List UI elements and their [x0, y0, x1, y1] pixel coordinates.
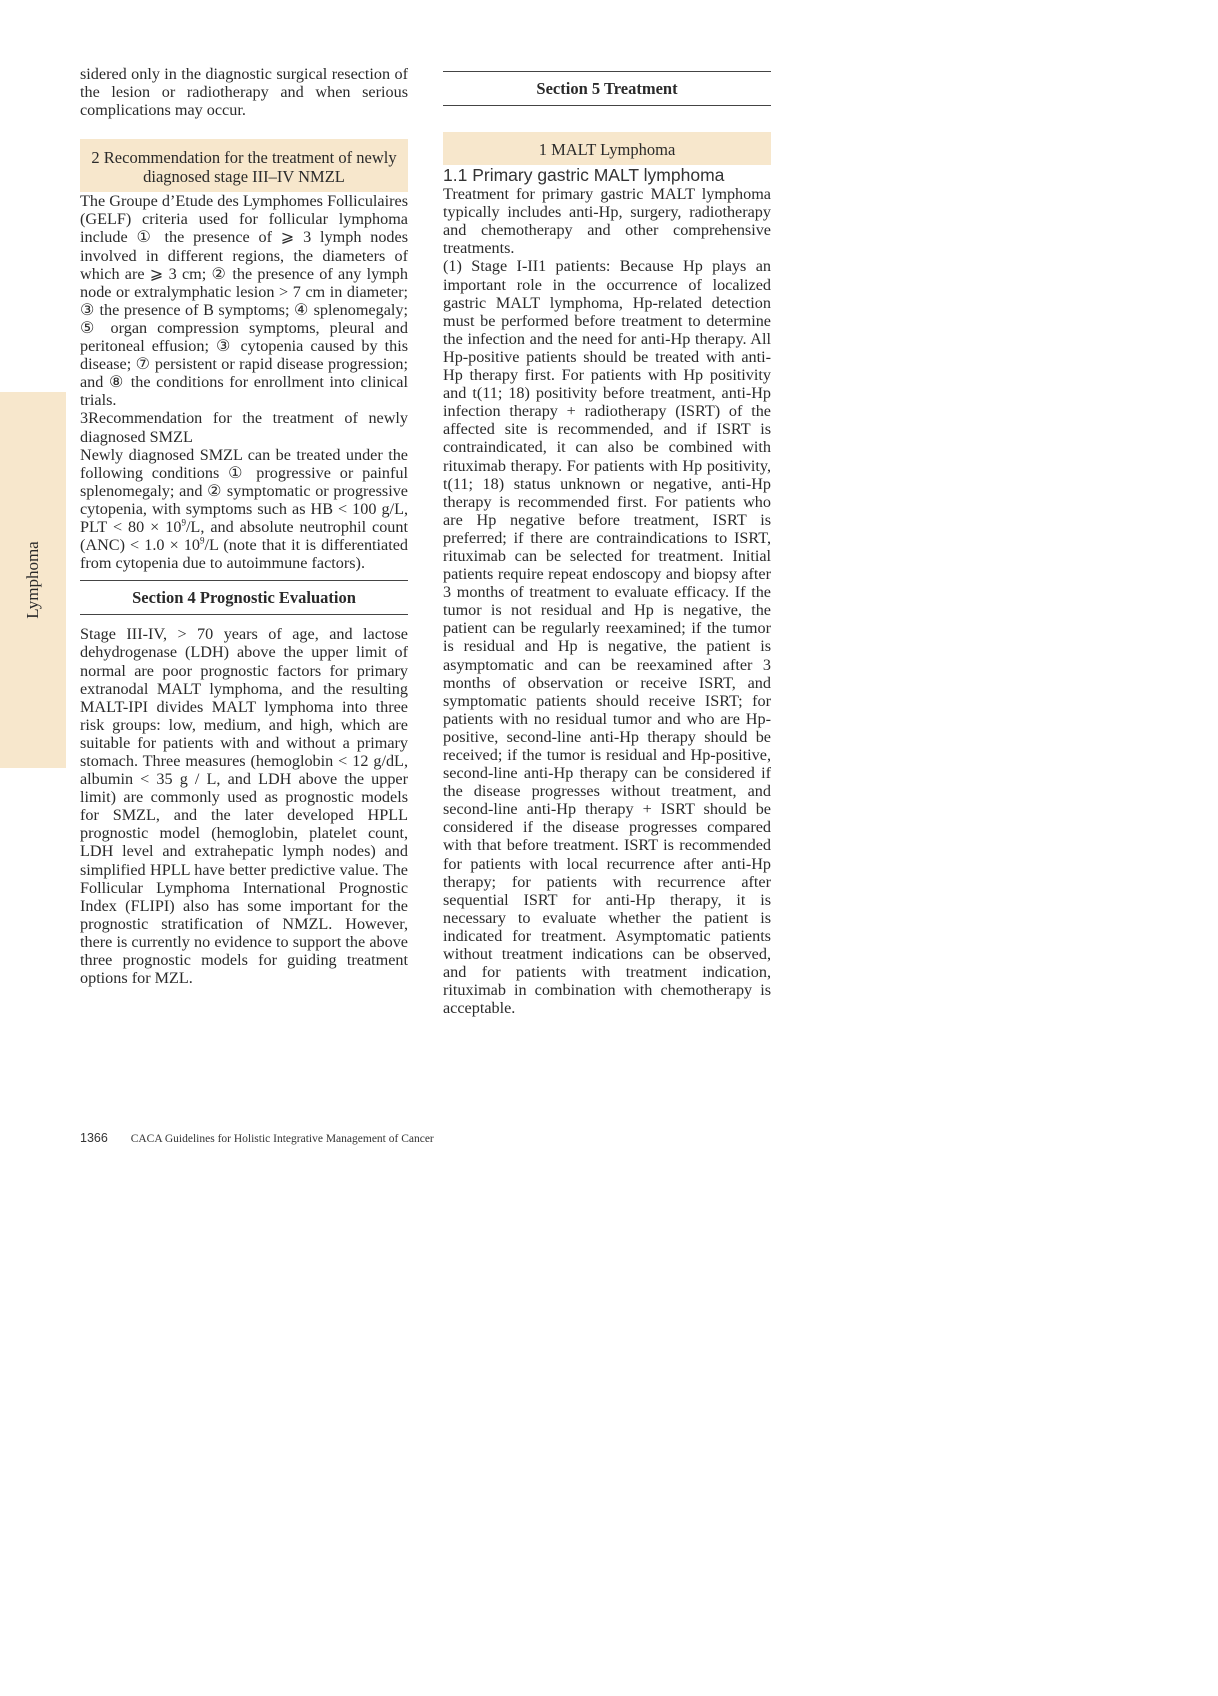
side-tab-label: Lymphoma — [23, 541, 42, 619]
treatment-intro-paragraph: Treatment for primary gastric MALT lymphoma typically includes anti-Hp, surgery, radiotherapy and chemotherapy and other comprehensive treatments. — [443, 185, 771, 258]
heading-2-recommendation-nmzl: 2 Recommendation for the treatment of newly diagnosed stage III–IV NMZL — [80, 139, 408, 192]
left-column — [80, 65, 408, 987]
smzl-paragraph: Newly diagnosed SMZL can be treated under the following conditions ① progressive or painful splenomegaly; and ② symptomatic or progressive cytopenia, with symptoms such as HB < 100 g/L, PLT < $80 \times 10^9/L$, and absolute neutrophil count $(ANC) < 1.0 \times 10^9/L$ (note that it is differentiated from cytopenia due to autoimmune factors). — [80, 445, 409, 573]
gelf-criteria-paragraph: The Groupe d’Etude des Lymphomes Folliculaires (GELF) criteria used for follicular lymphoma include ① the presence of ⩾ 3 lymph nodes involved in different regions, the diameters of which are ⩾ 3 cm; ② the presence of any lymph node or extralymphatic lesion > 7 cm in diameter; ③ the presence of B symptoms; ④ splenomegaly; ⑤ organ compression symptoms, pleural and peritoneal effusion; ③ cytopenia caused by this disease; ⑦ persistent or rapid disease progression; and ⑧ the conditions for enrollment into clinical trials. — [80, 192, 408, 410]
intro-paragraph: sidered only in the diagnostic surgical resection of the lesion or radiotherapy and when serious complications may occur. — [80, 65, 408, 120]
page-footer — [80, 1131, 434, 1145]
heading-1-malt-lymphoma: 1 MALT Lymphoma — [443, 132, 771, 165]
side-tab — [0, 392, 66, 768]
prognostic-paragraph: Stage III-IV, > 70 years of age, and lactose dehydrogenase (LDH) above the upper limit of normal are poor prognostic factors for primary extranodal MALT lymphoma, and the resulting MALT-IPI divides MALT lymphoma into three risk groups: low, medium, and high, which are suitable for patients with and without a primary stomach. Three measures (hemoglobin < 12 g/dL, albumin < 35 g / L, and LDH above the upper limit) are commonly used as prognostic models for SMZL, and the later developed HPLL prognostic model (hemoglobin, platelet count, LDH level and extrahepatic lymph nodes) and simplified HPLL have better predictive value. The Follicular Lymphoma International Prognostic Index (FLIPI) also has some important for the prognostic stratification of NMZL. However, there is currently no evidence to support the above three prognostic models for guiding treatment options for MZL. — [80, 625, 408, 988]
journal-title: CACA Guidelines for Holistic Integrative Management of Cancer — [130, 1133, 434, 1145]
subheading-primary-gastric-malt: 1.1 Primary gastric MALT lymphoma — [443, 165, 725, 186]
right-column — [443, 65, 771, 1017]
section-5-title: Section 5 Treatment — [443, 71, 771, 106]
heading-3-recommendation-smzl: 3Recommendation for the treatment of newly diagnosed SMZL — [80, 409, 408, 446]
page-number: 1366 — [80, 1131, 108, 1145]
stage-treatment-paragraph: (1) Stage I-II1 patients: Because Hp plays an important role in the occurrence of localized gastric MALT lymphoma, Hp-related detection must be performed before treatment to determine the infection and the need for anti-Hp therapy. All Hp-positive patients should be treated with anti-Hp therapy first. For patients with Hp positivity and t(11; 18) positivity before treatment, anti-Hp infection therapy + radiotherapy (ISRT) of the affected site is recommended, and if ISRT is contraindicated, it can also be combined with rituximab therapy. For patients with Hp positivity, t(11; 18) status unknown or negative, anti-Hp therapy is recommended first. For patients who are Hp negative before treatment, ISRT is preferred; if there are contraindications to ISRT, rituximab can be selected for treatment. Initial patients require repeat endoscopy and biopsy after 3 months of treatment to evaluate efficacy. If the tumor is not residual and Hp is negative, the patient can be regularly reexamined; if the tumor is residual and Hp is negative, the patient is asymptomatic and can be reexamined after 3 months of observation or receive ISRT, and symptomatic patients should receive ISRT; for patients with no residual tumor and who are Hp-positive, second-line anti-Hp therapy should be received; if the tumor is residual and Hp-positive, second-line anti-Hp therapy can be considered if the disease progresses without treatment, and second-line anti-Hp therapy + ISRT should be considered if the disease progresses compared with that before treatment. ISRT is recommended for patients with local recurrence after anti-Hp therapy; for patients with recurrence after sequential ISRT for anti-Hp therapy, it is necessary to evaluate whether the patient is indicated for treatment. Asymptomatic patients without treatment indications can be observed, and for patients with treatment indication, rituximab in combination with chemotherapy is acceptable. — [443, 257, 771, 1018]
section-4-title: Section 4 Prognostic Evaluation — [80, 580, 408, 615]
